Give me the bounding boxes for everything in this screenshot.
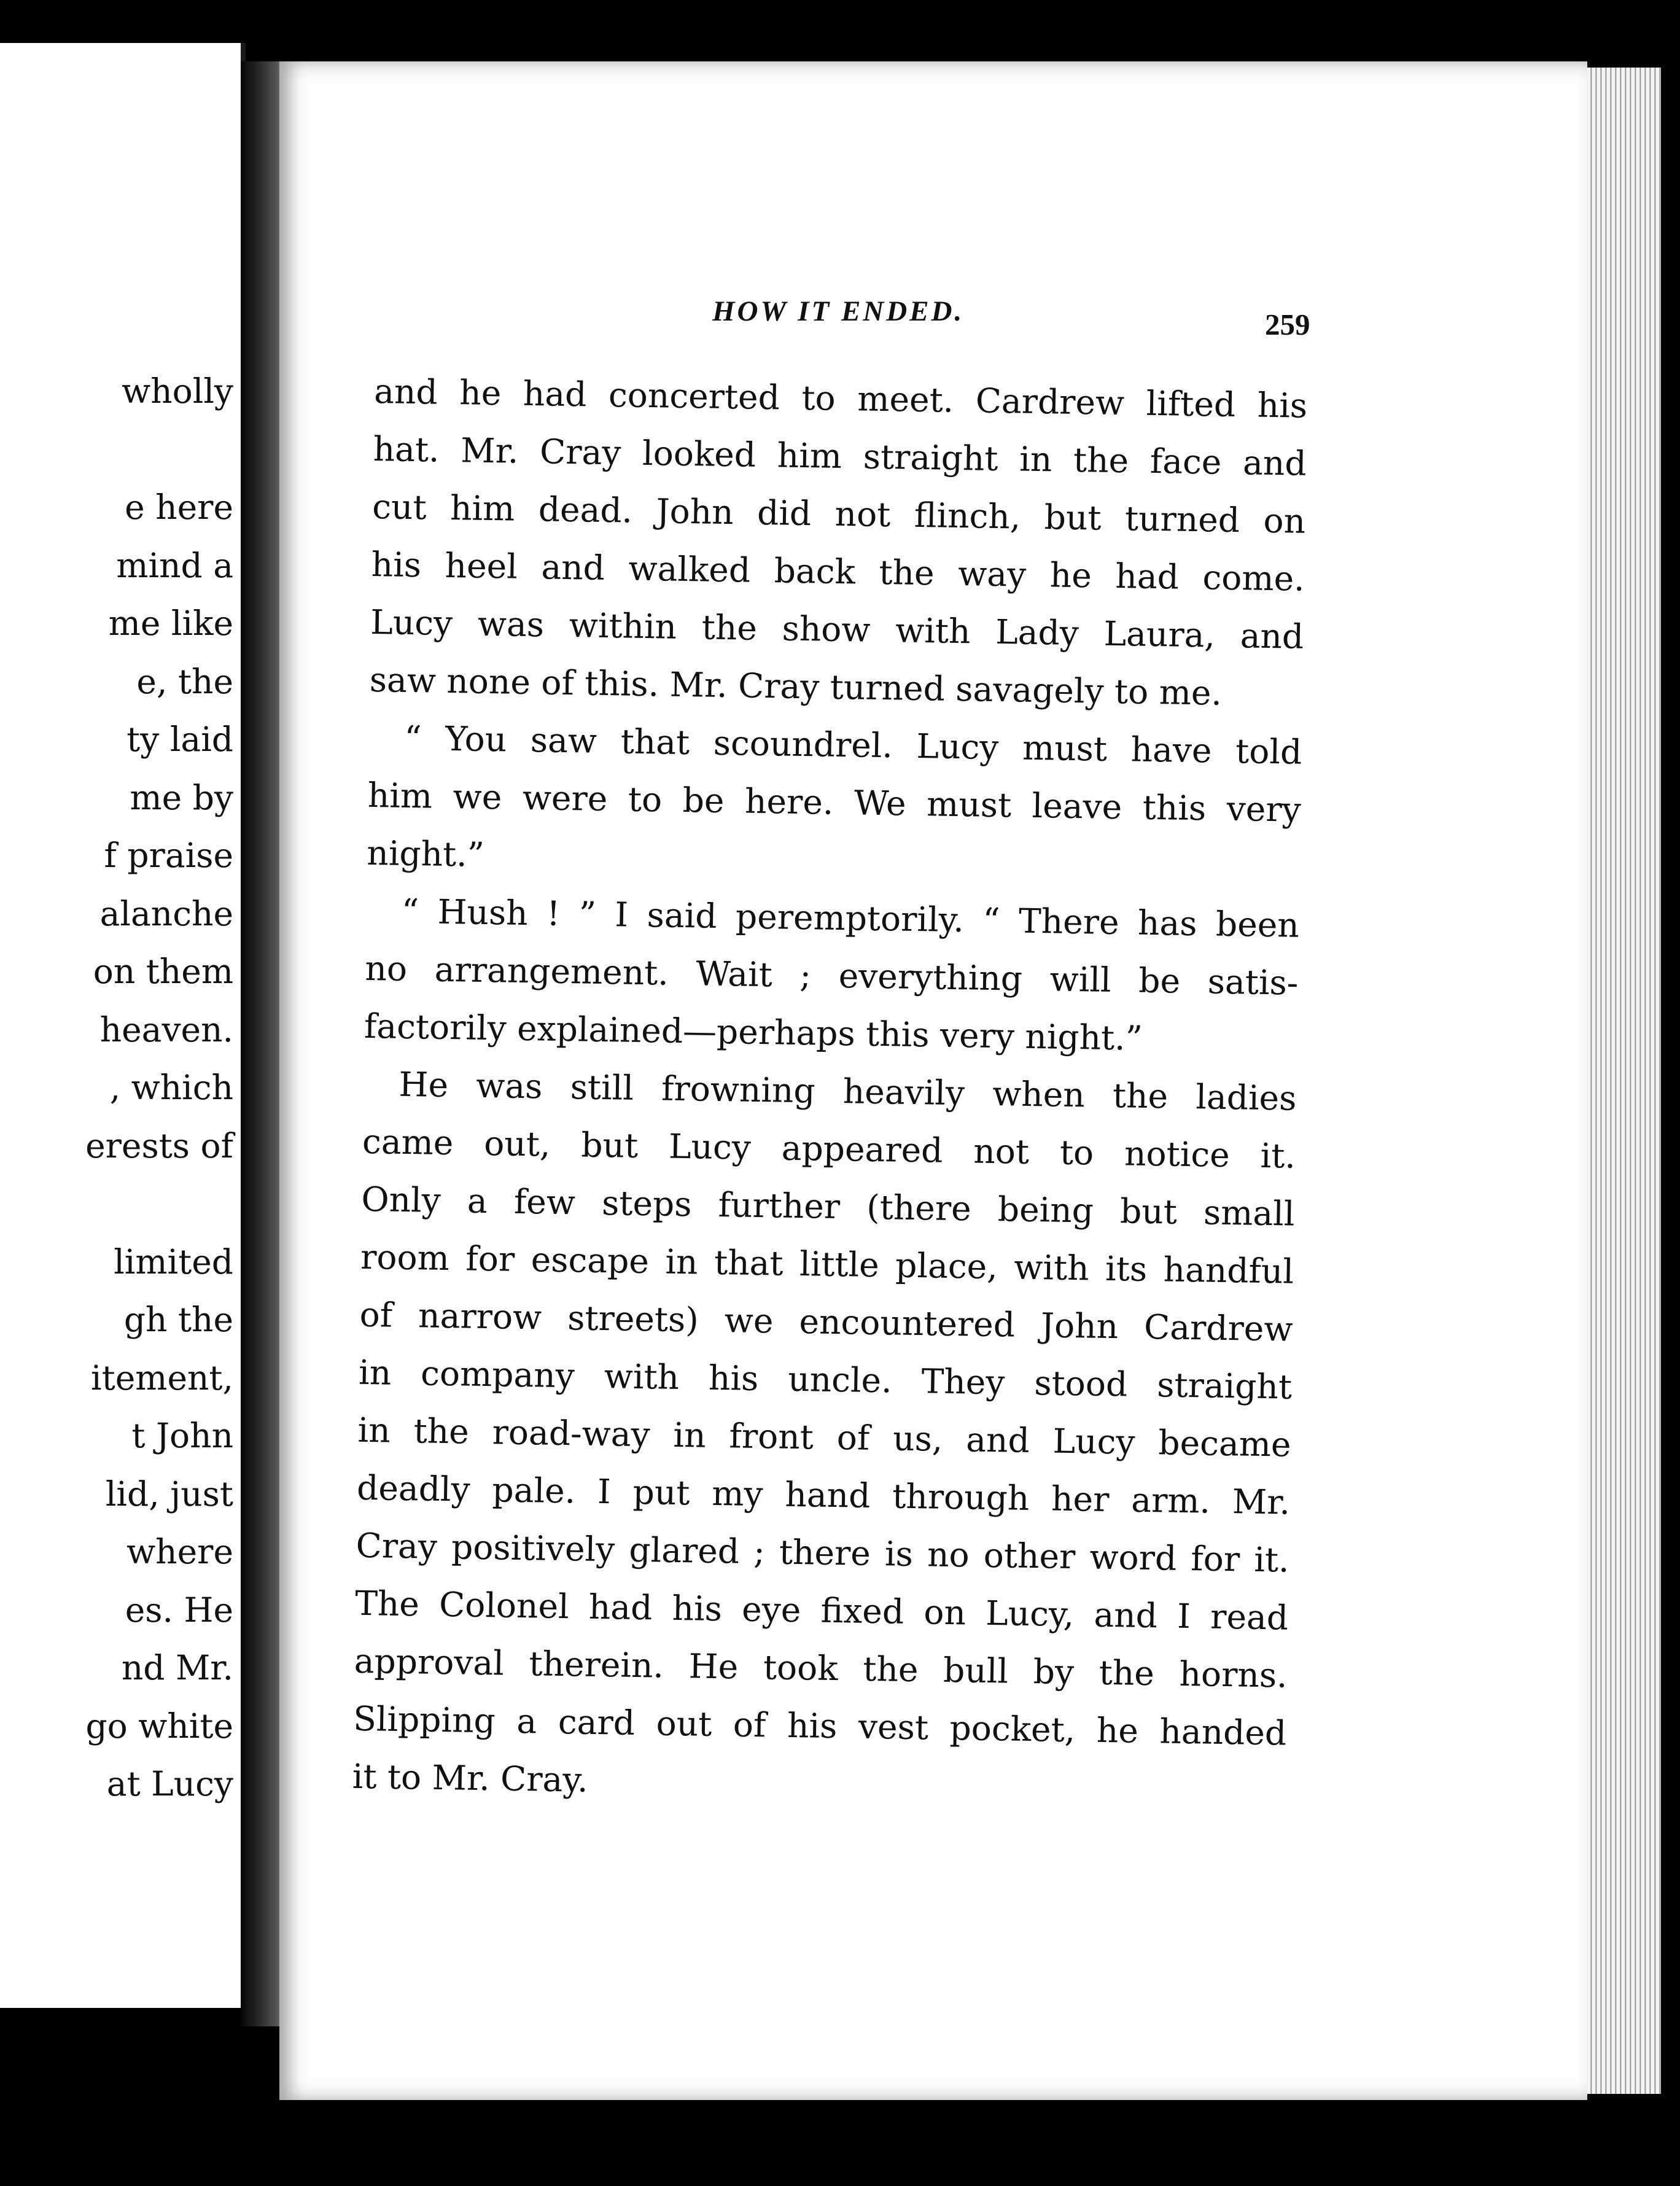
left-line: lid, just [105, 1474, 233, 1514]
text-line: deadly pale. I put my hand through her arm. Mr. [356, 1468, 1291, 1522]
left-line [0, 1175, 233, 1233]
text-line: approval therein. He took the bull by the horns. [354, 1641, 1288, 1695]
text-line: him we were to be here. We must leave this very [367, 775, 1302, 830]
page-edges [1587, 68, 1661, 2094]
left-line: mind a [116, 545, 233, 585]
text-line: Lucy was within the show with Lady Laura, and [370, 602, 1304, 656]
left-line: itement, [91, 1358, 233, 1398]
left-line: me like [108, 604, 233, 643]
text-line: factorily explained—perhaps this very night.” [364, 1006, 1143, 1058]
text-line: Cray positively glared ; there is no other word for it. [356, 1525, 1290, 1580]
left-line: es. He [125, 1590, 233, 1630]
left-line: me by [130, 777, 233, 817]
left-line: f praise [104, 836, 233, 875]
text-line: Slipping a card out of his vest pocket, he handed [352, 1698, 1287, 1753]
left-line: e, the [136, 661, 233, 701]
text-line: The Colonel had his eye fixed on Lucy, and I read [354, 1583, 1289, 1638]
text-line: room for escape in that little place, with its handful [360, 1237, 1294, 1291]
left-line: heaven. [99, 1009, 233, 1049]
text-line: in company with his uncle. They stood straight [358, 1352, 1293, 1407]
text-line: of narrow streets) we encountered John Cardrew [359, 1294, 1293, 1349]
text-line: came out, but Lucy appeared not to notice it. [362, 1121, 1296, 1176]
text-line: “ You saw that scoundrel. Lucy must have told [403, 718, 1302, 772]
left-line: where [126, 1532, 233, 1571]
text-line: “ Hush ! ” I said peremptorily. “ There has been [401, 891, 1300, 945]
left-page [0, 43, 246, 2008]
text-line: and he had concerted to meet. Cardrew lifted his [373, 371, 1308, 426]
running-head: HOW IT ENDED. [712, 295, 965, 327]
left-page-text [0, 362, 233, 1813]
text-line: saw none of this. Mr. Cray turned savagely to me. [369, 659, 1223, 713]
text-line: Only a few steps further (there being but small [361, 1179, 1295, 1234]
left-line: gh the [123, 1300, 233, 1339]
left-line: erests of [85, 1126, 233, 1165]
text-line: it to Mr. Cray. [352, 1756, 589, 1800]
left-line: go white [85, 1706, 233, 1746]
text-line: cut him dead. John did not flinch, but turned on [371, 486, 1306, 541]
left-line: alanche [99, 893, 233, 933]
body-text [352, 362, 1308, 1820]
text-line: He was still frowning heavily when the ladies [399, 1064, 1297, 1118]
left-line: ty laid [126, 720, 233, 759]
text-line: hat. Mr. Cray looked him straight in the face and [373, 429, 1307, 483]
book-gutter [241, 61, 284, 2026]
left-line: e here [125, 488, 233, 527]
left-line: on them [93, 952, 233, 991]
text-line: no arrangement. Wait ; everything will be satis- [364, 948, 1299, 1003]
left-line: wholly [122, 371, 233, 411]
left-line: t John [131, 1416, 233, 1455]
left-line: , which [109, 1068, 233, 1107]
text-line: night.” [366, 833, 485, 874]
page-number: 259 [1265, 308, 1310, 341]
text-line: his heel and walked back the way he had come. [371, 544, 1305, 599]
left-line: at Lucy [106, 1764, 233, 1803]
text-line: in the road-way in front of us, and Lucy became [357, 1410, 1291, 1464]
left-line: nd Mr. [121, 1648, 233, 1687]
left-line [0, 421, 233, 479]
left-line: limited [114, 1242, 233, 1282]
